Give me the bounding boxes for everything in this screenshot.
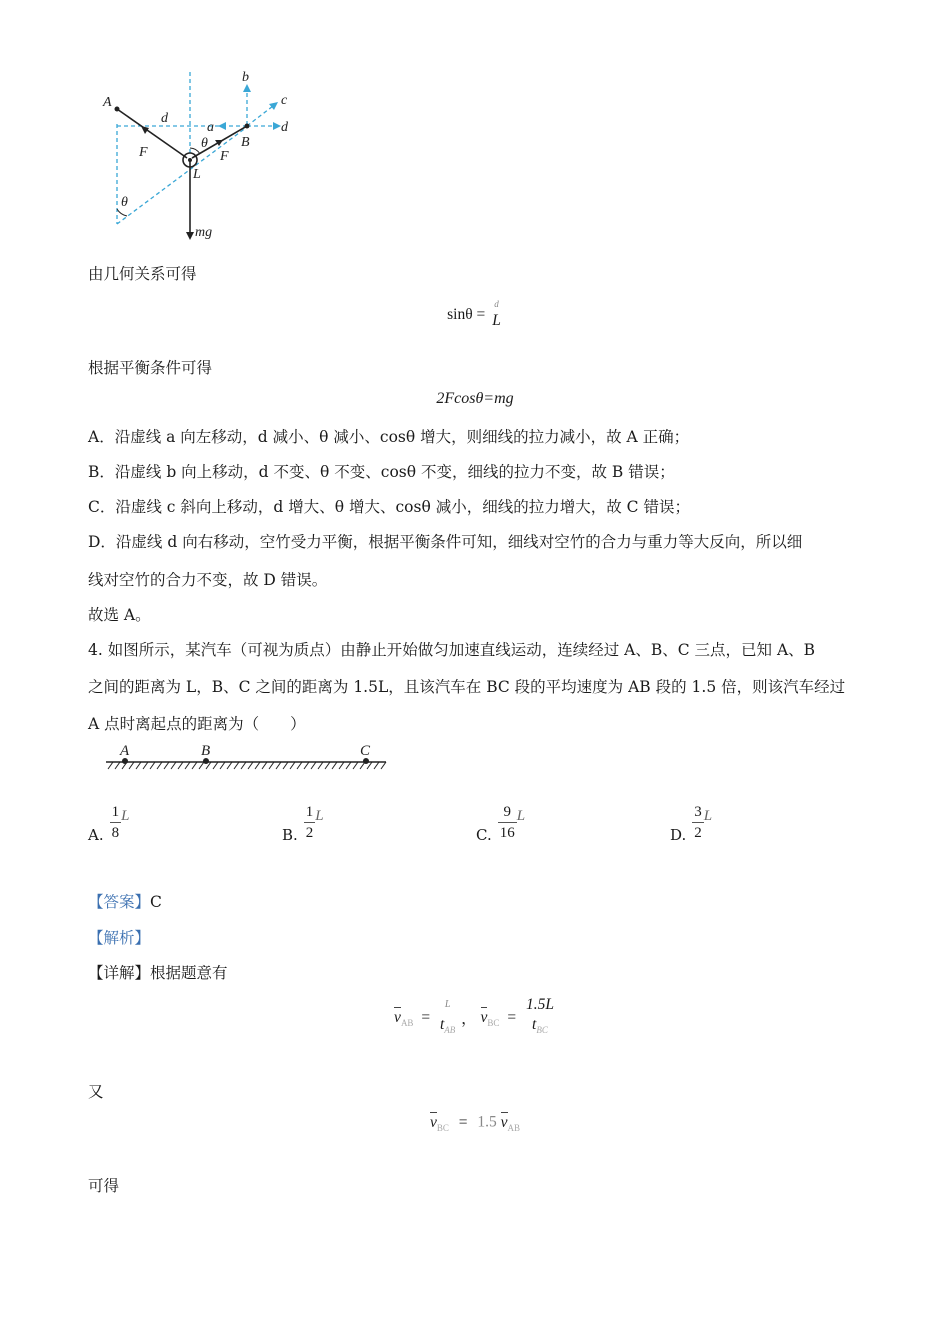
label-theta-top: θ bbox=[201, 136, 208, 151]
hatch-mark bbox=[108, 762, 113, 769]
label-c: c bbox=[281, 93, 288, 108]
fraction-2-t-sub: BC bbox=[536, 1025, 548, 1036]
option-c-explanation: C．沿虚线 c 斜向上移动，d 增大、θ 增大、cosθ 减小，细线的拉力增大，故 C 错误； bbox=[88, 498, 690, 516]
hatch-mark bbox=[157, 762, 162, 769]
detail-tag: 【详解】 bbox=[88, 964, 151, 982]
track-label-A: A bbox=[120, 743, 130, 759]
choice-c[interactable] bbox=[476, 800, 525, 844]
arrow-d-icon bbox=[273, 122, 281, 130]
choose-text: 故选 A。 bbox=[88, 606, 151, 624]
point-A bbox=[115, 107, 120, 112]
choice-a-num: 1 bbox=[111, 803, 120, 820]
choice-a-fraction bbox=[110, 802, 122, 843]
hatch-mark bbox=[164, 762, 169, 769]
hatch-mark bbox=[192, 762, 197, 769]
choice-b-label: B. bbox=[282, 826, 298, 844]
detail-text: 根据题意有 bbox=[150, 964, 228, 982]
hatch-mark bbox=[290, 762, 295, 769]
option-b-explanation: B．沿虚线 b 向上移动，d 不变、θ 不变、cosθ 不变，细线的拉力不变，故 B 错误； bbox=[88, 463, 675, 481]
fraction-1-t-sub: AB bbox=[444, 1025, 456, 1036]
fraction-2-t: t bbox=[532, 1016, 537, 1033]
hatch-mark bbox=[283, 762, 288, 769]
label-d-right: d bbox=[281, 120, 288, 135]
track-label-B: B bbox=[201, 743, 211, 759]
hatch-mark bbox=[325, 762, 330, 769]
choice-a-den: 8 bbox=[110, 822, 122, 843]
label-b: b bbox=[242, 70, 249, 85]
hatch-mark bbox=[318, 762, 323, 769]
hatch-mark bbox=[353, 762, 358, 769]
obtain-text: 可得 bbox=[88, 1177, 120, 1195]
choice-b-var: L bbox=[315, 807, 324, 824]
rope-left bbox=[117, 109, 187, 158]
track-hatching bbox=[108, 762, 386, 769]
hatch-mark bbox=[304, 762, 309, 769]
choice-c-num: 9 bbox=[503, 803, 511, 820]
sin-fraction bbox=[490, 298, 503, 332]
v-bc-symbol: v bbox=[480, 1009, 488, 1026]
choice-d-num: 3 bbox=[694, 803, 702, 820]
label-F-right: F bbox=[220, 149, 229, 164]
hatch-mark bbox=[234, 762, 239, 769]
choice-d[interactable] bbox=[670, 800, 712, 844]
hatch-mark bbox=[297, 762, 302, 769]
answer-tag: 【答案】 bbox=[88, 893, 151, 911]
v-bc-sub: BC bbox=[487, 1018, 500, 1029]
choice-d-fraction bbox=[692, 802, 704, 843]
v-bc bbox=[481, 1007, 500, 1028]
label-F-left: F bbox=[139, 145, 148, 160]
sin-den: L bbox=[492, 312, 501, 329]
question-4-line-1: 4. 如图所示，某汽车（可视为质点）由静止开始做匀加速直线运动，连续经过 A、B、C 三点，已知 A、B bbox=[88, 641, 816, 659]
pulley-center bbox=[188, 158, 192, 162]
hatch-mark bbox=[178, 762, 183, 769]
choice-d-var: L bbox=[703, 807, 713, 824]
v-ab-2-sub: AB bbox=[507, 1123, 521, 1134]
hatch-mark bbox=[199, 762, 204, 769]
hatch-mark bbox=[381, 762, 386, 769]
label-mg: mg bbox=[195, 225, 213, 240]
v-ab-2 bbox=[501, 1112, 520, 1133]
choice-b-fraction bbox=[304, 802, 316, 843]
choice-c-var: L bbox=[516, 807, 526, 824]
theta-arc-bottom bbox=[117, 209, 127, 216]
dashed-c-diag bbox=[247, 106, 273, 126]
v-ab bbox=[394, 1007, 413, 1028]
v-ab-sub: AB bbox=[400, 1018, 414, 1029]
eq-2: = bbox=[507, 1008, 517, 1026]
hatch-mark bbox=[213, 762, 218, 769]
choice-b[interactable] bbox=[282, 800, 324, 844]
label-theta-bottom: θ bbox=[121, 195, 128, 210]
hatch-mark bbox=[276, 762, 281, 769]
velocity-relation bbox=[0, 1112, 950, 1133]
eq-3: = bbox=[458, 1113, 468, 1131]
hatch-mark bbox=[255, 762, 260, 769]
arrow-mg-icon bbox=[186, 232, 194, 240]
hatch-mark bbox=[374, 762, 379, 769]
detail-line bbox=[88, 961, 228, 983]
velocity-formula bbox=[0, 995, 950, 1040]
hatch-mark bbox=[171, 762, 176, 769]
hatch-mark bbox=[143, 762, 148, 769]
sin-num: d bbox=[494, 299, 499, 309]
question-4-line-2: 之间的距离为 L，B、C 之间的距离为 1.5L，且该汽车在 BC 段的平均速度为 AB 段的 1.5 倍，则该汽车经过 bbox=[88, 678, 846, 696]
choice-c-fraction bbox=[498, 802, 517, 843]
hatch-mark bbox=[241, 762, 246, 769]
analysis-line bbox=[88, 926, 150, 948]
fraction-2-den bbox=[524, 1015, 556, 1040]
answer-line bbox=[88, 890, 162, 912]
hatch-mark bbox=[115, 762, 120, 769]
label-A: A bbox=[103, 95, 112, 110]
diagonal-dashed-line bbox=[117, 127, 247, 224]
fraction-2 bbox=[524, 995, 556, 1040]
point-B bbox=[245, 124, 250, 129]
v-bc-2 bbox=[430, 1112, 449, 1133]
option-d-explanation-2: 线对空竹的合力不变，故 D 错误。 bbox=[88, 571, 328, 589]
arrow-b-icon bbox=[243, 84, 251, 92]
balance-equation: 2Fcosθ=mg bbox=[436, 390, 514, 407]
choice-d-den: 2 bbox=[692, 822, 704, 843]
label-B: B bbox=[241, 135, 250, 150]
option-a-explanation: A．沿虚线 a 向左移动，d 减小、θ 减小、cosθ 增大，则细线的拉力减小，故 A 正确； bbox=[88, 428, 690, 446]
geo-relation-text: 由几何关系可得 bbox=[88, 265, 197, 283]
v-bc-2-symbol: v bbox=[429, 1114, 437, 1131]
choice-b-num: 1 bbox=[305, 803, 314, 820]
hatch-mark bbox=[220, 762, 225, 769]
answer-value: C bbox=[150, 893, 162, 911]
fraction-2-num: 1.5L bbox=[525, 996, 554, 1013]
v-bc-2-sub: BC bbox=[436, 1123, 449, 1134]
label-d-top: d bbox=[161, 111, 168, 126]
hatch-mark bbox=[311, 762, 316, 769]
track-diagram bbox=[98, 738, 393, 774]
choice-c-label: C. bbox=[476, 826, 492, 844]
hatch-mark bbox=[150, 762, 155, 769]
hatch-mark bbox=[185, 762, 190, 769]
label-a: a bbox=[207, 120, 214, 135]
sin-lhs: sinθ = bbox=[447, 306, 486, 323]
fraction-1-num: L bbox=[444, 999, 451, 1010]
hatch-mark bbox=[339, 762, 344, 769]
v-ab-2-symbol: v bbox=[500, 1114, 508, 1131]
hatch-mark bbox=[248, 762, 253, 769]
choice-a[interactable] bbox=[88, 800, 129, 844]
hatch-mark bbox=[269, 762, 274, 769]
coef: 1.5 bbox=[477, 1113, 497, 1131]
separator: ， bbox=[461, 1010, 477, 1028]
choice-d-label: D. bbox=[670, 826, 687, 844]
balance-text: 根据平衡条件可得 bbox=[88, 359, 213, 377]
hatch-mark bbox=[136, 762, 141, 769]
option-d-explanation-1: D．沿虚线 d 向右移动，空竹受力平衡，根据平衡条件可知，细线对空竹的合力与重力等大反向，所以细 bbox=[88, 533, 803, 551]
sin-formula bbox=[0, 298, 950, 332]
hatch-mark bbox=[262, 762, 267, 769]
fraction-1-den bbox=[438, 1015, 457, 1040]
choice-c-den: 16 bbox=[498, 822, 517, 843]
eq-1: = bbox=[421, 1008, 431, 1026]
choice-a-label: A. bbox=[88, 826, 104, 844]
force-diagram bbox=[95, 68, 310, 248]
choice-a-var: L bbox=[121, 807, 130, 824]
also-text: 又 bbox=[88, 1083, 104, 1101]
analysis-tag: 【解析】 bbox=[88, 929, 151, 947]
v-ab-symbol: v bbox=[394, 1009, 401, 1026]
track-label-C: C bbox=[360, 743, 371, 759]
hatch-mark bbox=[129, 762, 134, 769]
arrow-a-icon bbox=[218, 122, 226, 130]
hatch-mark bbox=[332, 762, 337, 769]
hatch-mark bbox=[346, 762, 351, 769]
choice-b-den: 2 bbox=[304, 822, 316, 843]
label-L: L bbox=[193, 167, 201, 182]
fraction-1 bbox=[438, 995, 457, 1040]
hatch-mark bbox=[227, 762, 232, 769]
question-4-line-3: A 点时离起点的距离为（ ） bbox=[88, 715, 306, 733]
fraction-1-t: t bbox=[439, 1016, 445, 1033]
